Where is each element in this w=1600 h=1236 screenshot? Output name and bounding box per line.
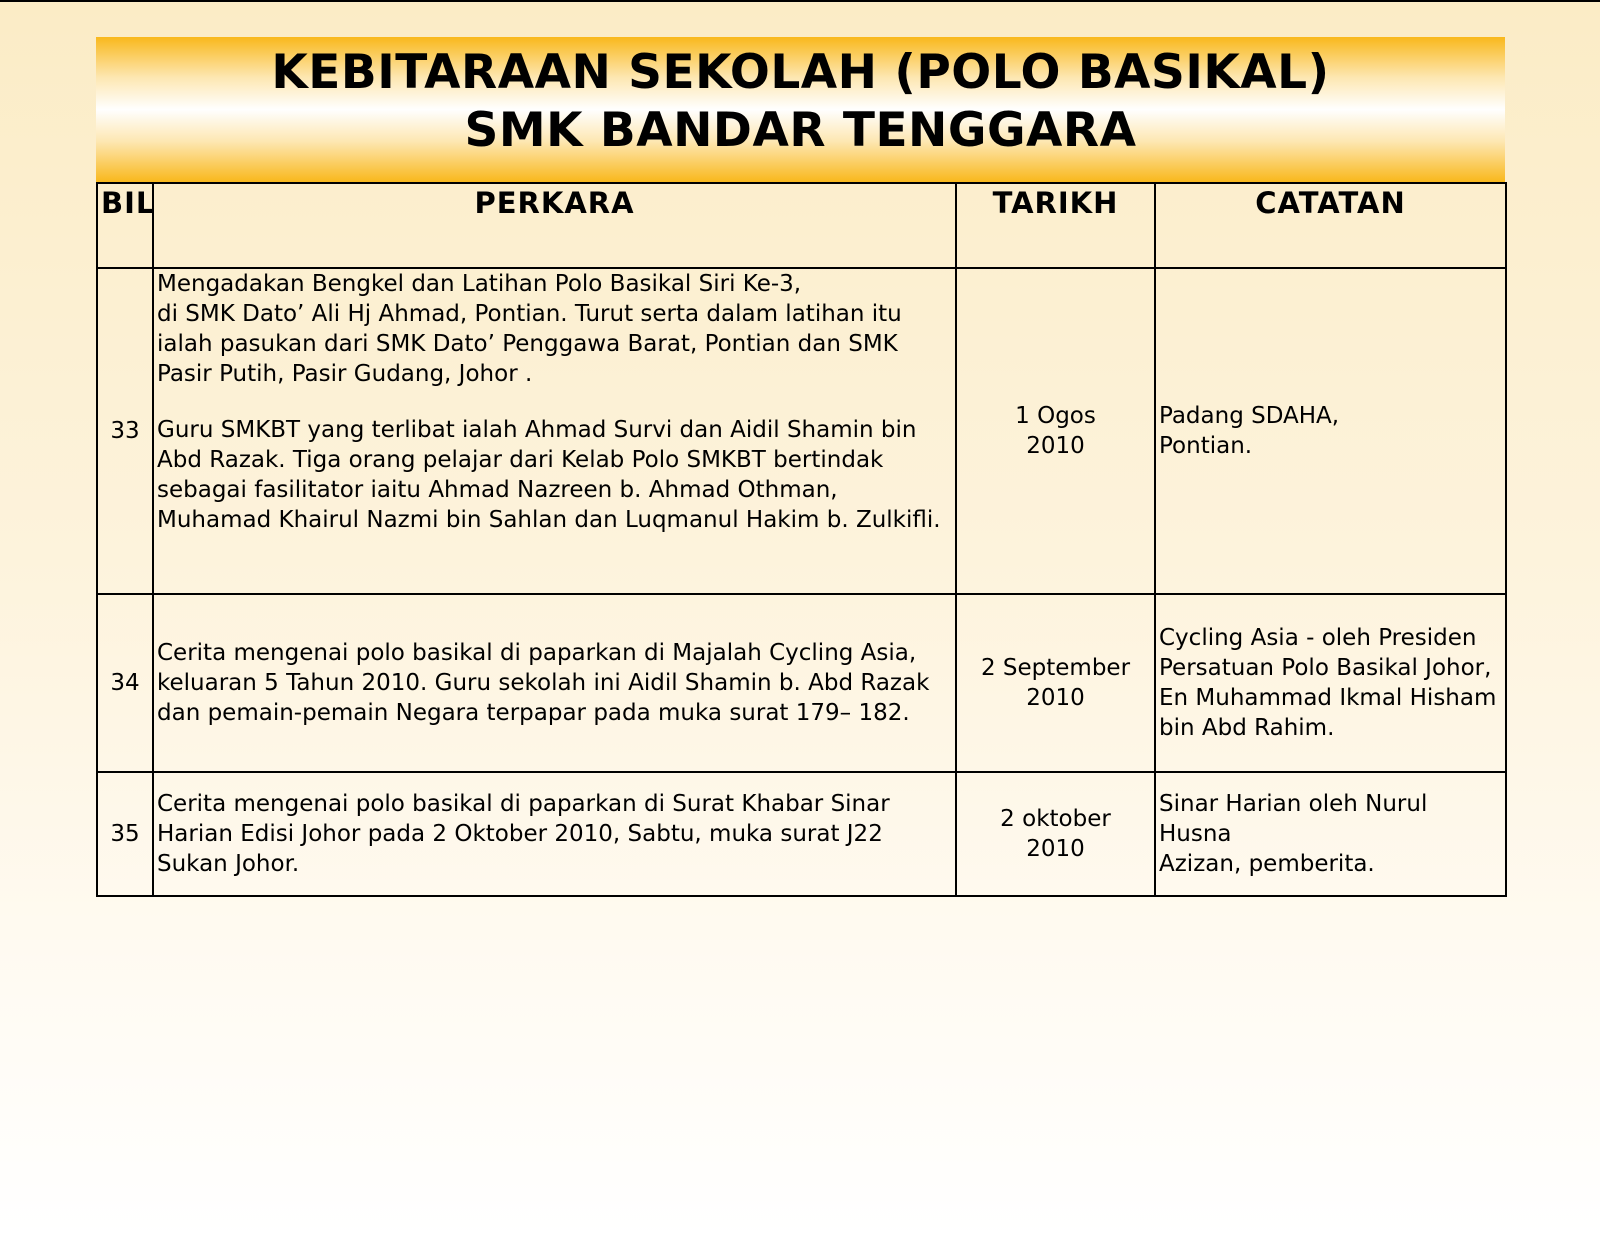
table-row <box>97 594 1506 772</box>
cell-perkara <box>153 772 956 896</box>
catatan-text: Sinar Harian oleh Nurul Husna Azizan, pemberita. <box>1159 791 1428 877</box>
perkara-paragraph: Cerita mengenai polo basikal di paparkan di Majalah Cycling Asia, keluaran 5 Tahun 2010. Guru sekolah ini Aidil Shamin b. Abd Razak dan pemain-pemain Negara terpapar pada muka surat 179– 182. <box>157 640 930 726</box>
page-subtitle: SMK BANDAR TENGGARA <box>464 103 1137 158</box>
header-tarikh: TARIKH <box>956 183 1155 268</box>
cell-tarikh <box>956 772 1155 896</box>
header-perkara: PERKARA <box>153 183 956 268</box>
activity-table <box>96 182 1507 897</box>
cell-bil: 34 <box>97 594 153 772</box>
catatan-text: Cycling Asia - oleh Presiden Persatuan Polo Basikal Johor, En Muhammad Ikmal Hisham bin Abd Rahim. <box>1159 625 1497 741</box>
cell-perkara <box>153 594 956 772</box>
table-row <box>97 772 1506 896</box>
tarikh-text: 2 September 2010 <box>980 655 1131 711</box>
cell-bil: 33 <box>97 268 153 594</box>
cell-tarikh <box>956 268 1155 594</box>
cell-bil: 35 <box>97 772 153 896</box>
catatan-text: Padang SDAHA, Pontian. <box>1159 403 1340 459</box>
cell-catatan <box>1155 268 1506 594</box>
perkara-paragraph: Mengadakan Bengkel dan Latihan Polo Basikal Siri Ke-3, di SMK Dato’ Ali Hj Ahmad, Pontian. Turut serta dalam latihan itu ialah pasukan dari SMK Dato’ Penggawa Barat, Pontian dan SMK Pasir Putih, Pasir Gudang, Johor . <box>157 271 902 387</box>
table-header-row <box>97 183 1506 268</box>
title-banner <box>96 37 1505 182</box>
page-title: KEBITARAAN SEKOLAH (POLO BASIKAL) <box>271 45 1330 100</box>
tarikh-text: 1 Ogos 2010 <box>1015 403 1096 459</box>
tarikh-text: 2 oktober 2010 <box>1000 806 1111 862</box>
cell-catatan <box>1155 594 1506 772</box>
table-row <box>97 268 1506 594</box>
perkara-paragraph: Cerita mengenai polo basikal di paparkan di Surat Khabar Sinar Harian Edisi Johor pada 2 Oktober 2010, Sabtu, muka surat J22 Sukan Johor. <box>157 791 890 877</box>
cell-tarikh <box>956 594 1155 772</box>
header-catatan: CATATAN <box>1155 183 1506 268</box>
cell-catatan <box>1155 772 1506 896</box>
top-border-line <box>0 0 1600 2</box>
perkara-paragraph: Guru SMKBT yang terlibat ialah Ahmad Survi dan Aidil Shamin bin Abd Razak. Tiga orang pelajar dari Kelab Polo SMKBT bertindak sebagai fasilitator iaitu Ahmad Nazreen b. Ahmad Othman, Muhamad Khairul Nazmi bin Sahlan dan Luqmanul Hakim b. Zulkifli. <box>157 417 941 533</box>
cell-perkara <box>153 268 956 594</box>
header-bil: BIL <box>97 183 153 268</box>
paragraph-gap <box>157 389 952 415</box>
